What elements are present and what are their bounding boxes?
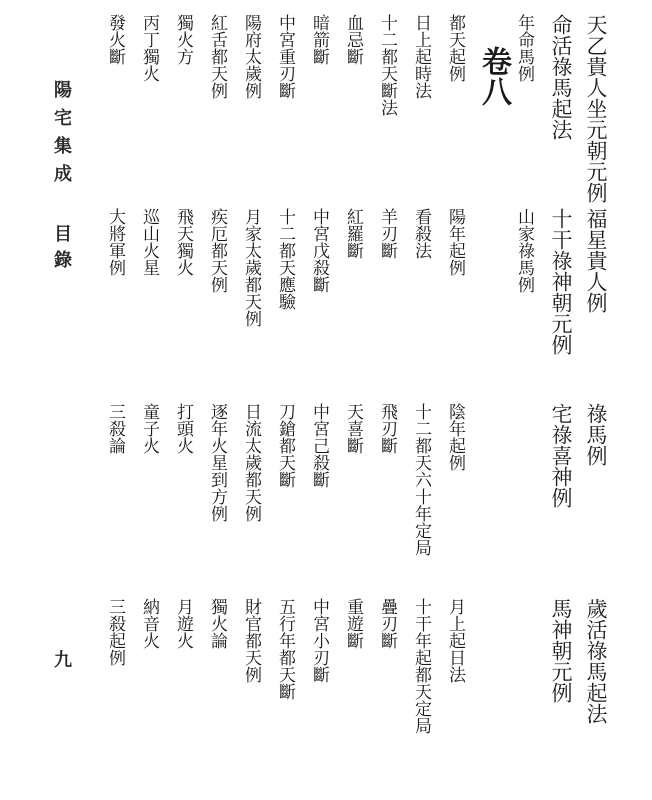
- entry-col10-row4: 財官都天例: [241, 598, 261, 683]
- entry-col11-row2: 疾厄都天例: [207, 208, 227, 293]
- page-number: 九: [51, 650, 72, 668]
- entry-col12-row2: 飛天獨火: [173, 208, 193, 276]
- entry-col2-row4: 馬神朝元例: [549, 598, 573, 703]
- entry-col3-row2: 山家祿馬例: [514, 208, 534, 293]
- entry-col8-row2: 中宮戊殺斷: [309, 208, 329, 293]
- entry-col9-row2: 十二都天應驗: [275, 208, 295, 310]
- entry-col5-row4: 十干年起都天定局: [411, 598, 431, 734]
- entry-col8-row4: 中宮小刃斷: [309, 598, 329, 683]
- entry-col1-row1: 天乙貴人坐元朝元例: [584, 14, 608, 203]
- entry-col14-row1: 發火斷: [105, 14, 125, 65]
- entry-col2-row3: 宅祿喜神例: [549, 403, 573, 508]
- entry-col4-row4: 月上起日法: [445, 598, 465, 683]
- entry-col7-row1: 血忌斷: [343, 14, 363, 65]
- entry-col9-row4: 五行年都天斷: [275, 598, 295, 700]
- book-title: 陽宅集成: [51, 80, 72, 192]
- section-label: 目錄: [51, 224, 72, 276]
- entry-col5-row1: 日上起時法: [411, 14, 431, 99]
- entry-col1-row4: 歲活祿馬起法: [584, 598, 608, 724]
- entry-col8-row3: 中宮己殺斷: [309, 403, 329, 488]
- entry-col14-row2: 大將軍例: [105, 208, 125, 276]
- entry-col2-row1: 命活祿馬起法: [549, 14, 573, 140]
- entry-col7-row4: 重遊斷: [343, 598, 363, 649]
- entry-col13-row1: 丙丁獨火: [139, 14, 159, 82]
- entry-col5-row3: 十二都天六十年定局: [411, 403, 431, 556]
- entry-col13-row3: 童子火: [139, 403, 159, 454]
- entry-col3-row1: 年命馬例: [514, 14, 534, 82]
- entry-col4-row3: 陰年起例: [445, 403, 465, 471]
- entry-col9-row3: 刀鎗都天斷: [275, 403, 295, 488]
- entry-col10-row2: 月家太歲都天例: [241, 208, 261, 327]
- entry-col14-row4: 三殺起例: [105, 598, 125, 666]
- entry-col14-row3: 三殺論: [105, 403, 125, 454]
- entry-col12-row1: 獨火方: [173, 14, 193, 65]
- entry-col6-row2: 羊刃斷: [377, 208, 397, 259]
- entry-col11-row1: 紅舌都天例: [207, 14, 227, 99]
- entry-col8-row1: 暗箭斷: [309, 14, 329, 65]
- entry-col6-row4: 疊刃斷: [377, 598, 397, 649]
- entry-col5-row2: 看殺法: [411, 208, 431, 259]
- entry-col9-row1: 中宮重刃斷: [275, 14, 295, 99]
- entry-col1-row3: 祿馬例: [584, 403, 608, 466]
- entry-col4-row2: 陽年起例: [445, 208, 465, 276]
- entry-col11-row3: 逐年火星到方例: [207, 403, 227, 522]
- entry-col13-row2: 巡山火星: [139, 208, 159, 276]
- entry-col10-row1: 陽府太歲例: [241, 14, 261, 99]
- entry-col13-row4: 納音火: [139, 598, 159, 649]
- entry-col12-row4: 月遊火: [173, 598, 193, 649]
- entry-col2-row2: 十干祿神朝元例: [549, 208, 573, 355]
- entry-col1-row2: 福星貴人例: [584, 208, 608, 313]
- section-heading: 卷八: [476, 46, 511, 106]
- entry-col11-row4: 獨火論: [207, 598, 227, 649]
- entry-col6-row3: 飛刃斷: [377, 403, 397, 454]
- entry-col12-row3: 打頭火: [173, 403, 193, 454]
- entry-col6-row1: 十二都天斷法: [377, 14, 397, 116]
- entry-col7-row2: 紅羅斷: [343, 208, 363, 259]
- entry-col4-row1: 都天起例: [445, 14, 465, 82]
- entry-col7-row3: 天喜斷: [343, 403, 363, 454]
- entry-col10-row3: 日流太歲都天例: [241, 403, 261, 522]
